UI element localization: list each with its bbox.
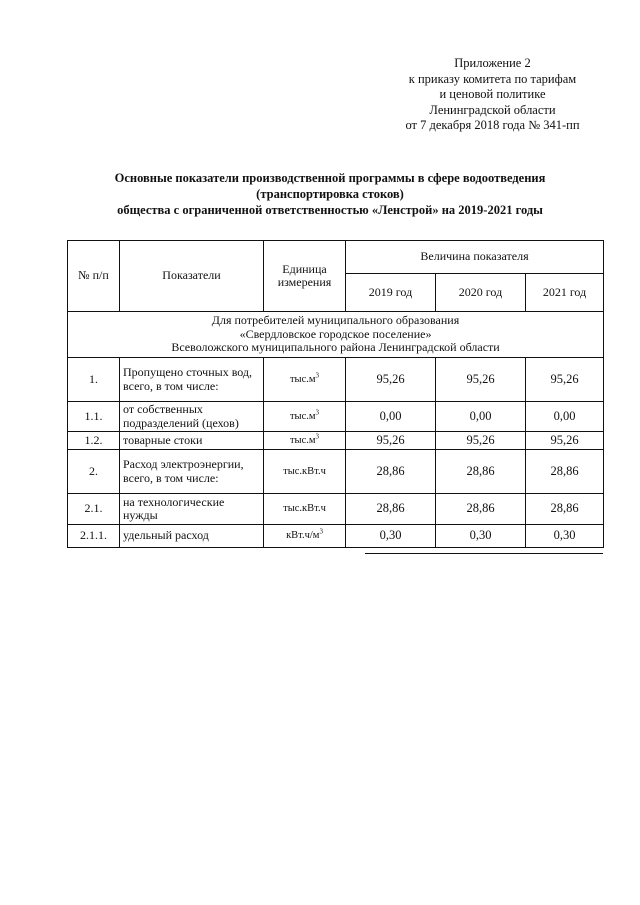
row-value-2019: 95,26 [346,432,436,450]
header-value-group: Величина показателя [346,241,604,274]
table-bottom-rule [365,553,603,554]
header-year: 2020 год [436,274,526,312]
table-row [68,432,604,450]
row-number: 1.1. [68,402,120,432]
row-value-2020: 0,00 [436,402,526,432]
table-row [68,494,604,525]
row-unit: тыс.кВт.ч [264,494,346,525]
row-value-2021: 95,26 [526,358,604,402]
row-value-2021: 0,00 [526,402,604,432]
group-line: Для потребителей муниципального образования [211,313,460,328]
document-title [40,170,620,218]
row-number: 2.1. [68,494,120,525]
row-value-2020: 0,30 [436,525,526,548]
group-line: «Свердловское городское поселение» [239,326,432,341]
row-number: 2.1.1. [68,525,120,548]
row-value-2021: 95,26 [526,432,604,450]
title-line: (транспортировка стоков) [256,187,404,201]
row-number: 1.2. [68,432,120,450]
row-value-2019: 0,30 [346,525,436,548]
row-number: 2. [68,450,120,494]
header-year: 2019 год [346,274,436,312]
row-indicator: от собственных подразделений (цехов) [120,402,264,432]
row-value-2020: 95,26 [436,432,526,450]
table-row [68,358,604,402]
title-line: общества с ограниченной ответственностью «Ленстрой» на 2019-2021 годы [117,203,543,217]
row-value-2019: 0,00 [346,402,436,432]
appendix-line: и ценовой политике [439,87,546,101]
appendix-line: от 7 декабря 2018 года № 341-пп [405,118,580,132]
row-indicator: товарные стоки [120,432,264,450]
title-line: Основные показатели производственной программы в сфере водоотведения [114,171,546,185]
row-indicator: Пропущено сточных вод, всего, в том числе: [120,358,264,402]
consumer-group-row [68,312,604,358]
row-value-2021: 28,86 [526,494,604,525]
header-unit: Единица измерения [264,241,346,312]
row-value-2020: 28,86 [436,450,526,494]
group-line: Всеволожского муниципального района Ленинградской области [171,340,500,355]
header-year: 2021 год [526,274,604,312]
row-indicator: Расход электроэнергии, всего, в том числе: [120,450,264,494]
row-value-2019: 28,86 [346,450,436,494]
row-value-2020: 95,26 [436,358,526,402]
row-unit: $кВт.ч/м^3$ [264,525,346,548]
row-value-2021: 0,30 [526,525,604,548]
table-row [68,402,604,432]
row-value-2021: 28,86 [526,450,604,494]
header-number: № п/п [68,241,120,312]
row-value-2019: 95,26 [346,358,436,402]
row-value-2020: 28,86 [436,494,526,525]
row-unit: тыс.кВт.ч [264,450,346,494]
appendix-line: Ленинградской области [429,102,556,117]
appendix-line: к приказу комитета по тарифам [408,71,577,86]
row-indicator: удельный расход [120,525,264,548]
header-indicator: Показатели [120,241,264,312]
appendix-block [370,56,615,134]
row-value-2019: 28,86 [346,494,436,525]
row-unit: $тыс.м^3$ [264,432,346,450]
row-number: 1. [68,358,120,402]
table-row [68,450,604,494]
appendix-line: Приложение 2 [454,56,531,70]
row-unit: $тыс.м^3$ [264,358,346,402]
row-indicator: на технологические нужды [120,494,264,525]
row-unit: $тыс.м^3$ [264,402,346,432]
indicators-table [67,240,604,548]
table-row [68,525,604,548]
